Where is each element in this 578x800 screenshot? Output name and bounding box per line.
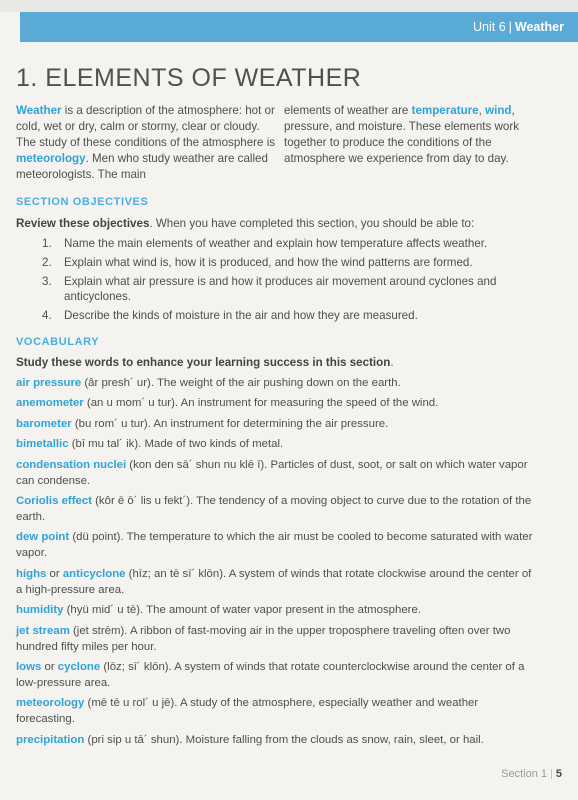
vocabulary-entry — [16, 529, 536, 561]
vocabulary-definition: or — [46, 567, 63, 580]
page-number: 5 — [555, 768, 562, 780]
objective-number: 4. — [42, 309, 52, 322]
vocabulary-definition: (âr presh´ ur). The weight of the air pushing down on the earth. — [81, 377, 401, 389]
vocabulary-definition: or — [41, 660, 58, 673]
vocabulary-entry — [16, 375, 536, 391]
objective-text: Explain what air pressure is and how it produces air movement around cyclones and anticyclones. — [64, 275, 497, 303]
objectives-lead-rest: . When you have completed this section, you should be able to: — [149, 217, 475, 230]
objective-item — [16, 274, 526, 304]
intro-column-right — [284, 103, 546, 167]
vocabulary-lead-bold: Study these words to enhance your learning success in this section — [16, 356, 391, 369]
page-top-border — [0, 0, 578, 12]
unit-header-text — [473, 20, 564, 34]
vocabulary-lead-end: . — [390, 356, 394, 369]
intro-text: is a description of the atmosphere: hot or cold, wet or dry, calm or stormy, clear or cloudy. The study of these conditions of the atmosphere is — [16, 104, 276, 149]
vocabulary-entry — [16, 566, 536, 598]
objectives-lead-bold: Review these objectives — [16, 217, 150, 230]
vocabulary-entry — [16, 457, 536, 489]
objective-number: 3. — [42, 275, 52, 288]
vocabulary-term: dew point — [16, 531, 70, 544]
intro-text: elements of weather are — [284, 104, 412, 117]
vocabulary-entry — [16, 436, 536, 452]
unit-header-bar — [20, 12, 578, 42]
header-separator: | — [508, 20, 512, 34]
vocabulary-definition: (pri sip u tā´ shun). Moisture falling from the clouds as snow, rain, sleet, or hail. — [84, 733, 484, 746]
objective-text: Name the main elements of weather and explain how temperature affects weather. — [64, 237, 488, 250]
objective-number: 2. — [42, 256, 52, 269]
vocabulary-term: bimetallic — [16, 438, 69, 451]
highlighted-term: Weather — [16, 104, 62, 117]
objective-number: 1. — [42, 237, 52, 250]
vocabulary-term: jet stream — [16, 624, 70, 637]
vocabulary-definition: (lōz; sī´ klōn). A system of winds that rotate counterclockwise around the center of a low-pressure area. — [16, 660, 525, 689]
vocabulary-term: lows — [16, 660, 42, 673]
vocabulary-term: cyclone — [57, 660, 101, 673]
vocabulary-entry — [16, 695, 536, 727]
highlighted-term: meteorology — [16, 152, 86, 165]
vocabulary-entry — [16, 623, 536, 655]
vocabulary-definition: (kôr ē ō´ lis u fekt´). The tendency of a moving object to curve due to the rotation of the earth. — [16, 494, 532, 523]
vocabulary-lead — [16, 356, 394, 369]
vocabulary-term: anticyclone — [62, 567, 126, 580]
highlighted-term: wind — [485, 104, 512, 117]
vocabulary-definition: (jet strēm). A ribbon of fast-moving air in the upper troposphere traveling often over two hundred fifty miles per hour. — [16, 624, 511, 653]
highlighted-term: temperature — [411, 104, 479, 117]
objective-text: Explain what wind is, how it is produced, and how the wind patterns are formed. — [64, 256, 473, 269]
objectives-list — [16, 236, 526, 327]
vocabulary-entry — [16, 493, 536, 525]
objective-item — [16, 236, 526, 251]
vocabulary-definition: (hyü mid´ u tē). The amount of water vapor present in the atmosphere. — [63, 604, 421, 617]
vocabulary-term: anemometer — [16, 397, 84, 410]
vocabulary-term: precipitation — [16, 733, 85, 746]
vocabulary-entry — [16, 732, 536, 748]
vocabulary-entry — [16, 395, 536, 411]
page-footer — [501, 768, 562, 780]
section-objectives-heading: SECTION OBJECTIVES — [16, 196, 149, 208]
vocabulary-definition: (bī mu tal´ ik). Made of two kinds of metal. — [68, 438, 284, 451]
vocabulary-heading: VOCABULARY — [16, 336, 100, 348]
vocabulary-definition: (an u mom´ u tur). An instrument for measuring the speed of the wind. — [83, 397, 439, 410]
objective-item — [16, 308, 526, 323]
unit-topic: Weather — [514, 20, 564, 34]
unit-label: Unit 6 — [473, 20, 506, 34]
vocabulary-entry — [16, 416, 536, 432]
vocabulary-term: meteorology — [16, 697, 85, 710]
vocabulary-definition: (kon den sā´ shun nu klē ī). Particles of dust, soot, or salt on which water vapor can condense. — [16, 458, 528, 487]
vocabulary-definition: (bu rom´ u tur). An instrument for determining the air pressure. — [71, 417, 389, 430]
objectives-lead — [16, 217, 474, 230]
vocabulary-term: Coriolis effect — [16, 494, 92, 507]
intro-text: . Men who study weather are called meteorologists. The main — [16, 152, 268, 181]
page-title: 1. ELEMENTS OF WEATHER — [16, 64, 362, 92]
vocabulary-term: highs — [16, 567, 47, 580]
vocabulary-term: condensation nuclei — [16, 458, 127, 471]
vocabulary-term: air pressure — [16, 377, 82, 389]
intro-text: , — [478, 104, 486, 117]
vocabulary-definition: (dü point). The temperature to which the air must be cooled to become saturated with water vapor. — [16, 531, 533, 560]
footer-section: Section 1 — [501, 768, 548, 780]
vocabulary-list — [16, 375, 536, 752]
vocabulary-definition: (hīz; an tē sī´ klōn). A system of winds that rotate clockwise around the center of a high-pressure area. — [16, 567, 532, 596]
vocabulary-definition: (mē tē u rol´ u jē). A study of the atmosphere, especially weather and weather forecasting. — [16, 697, 479, 726]
objective-item — [16, 255, 526, 270]
vocabulary-term: barometer — [16, 417, 72, 430]
intro-text: , pressure, and moisture. These elements work together to produce the conditions of the atmosphere we experience from day to day. — [284, 104, 519, 165]
objective-text: Describe the kinds of moisture in the air and how they are measured. — [64, 309, 418, 322]
vocabulary-term: humidity — [16, 604, 64, 617]
vocabulary-entry — [16, 602, 536, 618]
intro-column-left — [16, 103, 278, 183]
vocabulary-entry — [16, 659, 536, 691]
footer-separator: | — [550, 768, 553, 780]
